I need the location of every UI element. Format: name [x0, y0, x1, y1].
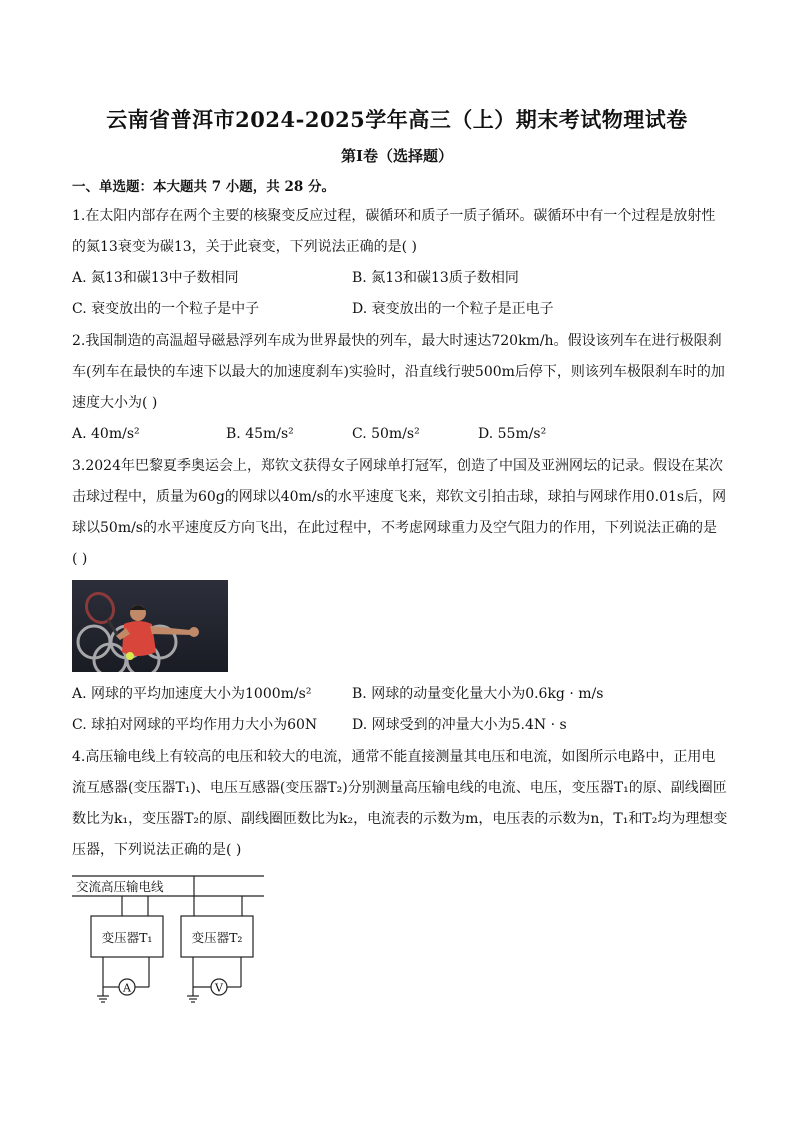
q4-stem-line3: 数比为k₁，变压器T₂的原、副线圈匝数比为k₂，电流表的示数为m，电压表的示数为n，T₁和T₂均为理想变 — [72, 811, 728, 827]
q2-option-b: B. 45m/s² — [226, 426, 294, 442]
q1-stem-line1: 1.在太阳内部存在两个主要的核聚变反应过程，碳循环和质子一质子循环。碳循环中有一个过程是放射性 — [72, 208, 716, 224]
q2-stem-line3: 速度大小为( ) — [72, 395, 158, 411]
q3-option-a: A. 网球的平均加速度大小为1000m/s² — [72, 686, 312, 702]
q1-option-a: A. 氮13和碳13中子数相同 — [72, 270, 239, 286]
q2-stem-line1: 2.我国制造的高温超导磁悬浮列车成为世界最快的列车，最大时速达720km/h。假设该列车在进行极限刹 — [72, 333, 722, 349]
q2-option-c: C. 50m/s² — [352, 426, 420, 442]
section-heading: 一、单选题：本大题共 7 小题，共 28 分。 — [72, 179, 335, 195]
q3-option-b: B. 网球的动量变化量大小为0.6kg · m/s — [352, 686, 604, 702]
q4-stem-line4: 压器，下列说法正确的是( ) — [72, 842, 242, 858]
q4-stem-line2: 流互感器(变压器T₁)、电压互感器(变压器T₂)分别测量高压输电线的电流、电压，变压器T₁的原、副线圈匝 — [72, 780, 727, 796]
transformer-circuit-diagram — [70, 872, 270, 1007]
q3-stem-line1: 3.2024年巴黎夏季奥运会上，郑钦文获得女子网球单打冠军，创造了中国及亚洲网坛的记录。假设在某次 — [72, 458, 723, 474]
voltmeter-label: V — [215, 981, 223, 995]
ammeter-label: A — [123, 981, 131, 995]
q4-stem-line1: 4.高压输电线上有较高的电压和较大的电流，通常不能直接测量其电压和电流，如图所示电路中，正用电 — [72, 749, 716, 765]
q2-option-d: D. 55m/s² — [478, 426, 547, 442]
transformer-t1-label: 变压器T₁ — [101, 930, 153, 945]
q3-option-c: C. 球拍对网球的平均作用力大小为60N — [72, 717, 318, 733]
exam-title: 云南省普洱市2024-2025学年高三（上）期末考试物理试卷 — [106, 107, 688, 132]
q2-stem-line2: 车(列车在最快的车速下以最大的加速度刹车)实验时，沿直线行驶500m后停下，则该列车极限刹车时的加 — [72, 364, 725, 380]
volume-heading: 第I卷（选择题） — [340, 147, 454, 165]
q3-stem-line4: ( ) — [72, 551, 88, 567]
q1-option-c: C. 衰变放出的一个粒子是中子 — [72, 301, 260, 317]
transformer-t2-label: 变压器T₂ — [191, 930, 243, 945]
line-label: 交流高压输电线 — [76, 879, 164, 894]
q2-option-a: A. 40m/s² — [72, 426, 140, 442]
q3-stem-line2: 击球过程中，质量为60g的网球以40m/s的水平速度飞来，郑钦文引拍击球，球拍与网球作用0.01s后，网 — [72, 489, 727, 505]
q1-stem-line2: 的氮13衰变为碳13，关于此衰变，下列说法正确的是( ) — [72, 239, 418, 255]
q3-stem-line3: 球以50m/s的水平速度反方向飞出，在此过程中，不考虑网球重力及空气阻力的作用，下列说法正确的是 — [72, 520, 717, 536]
q3-option-d: D. 网球受到的冲量大小为5.4N · s — [352, 717, 567, 733]
tennis-player-photo — [72, 580, 228, 672]
q1-option-d: D. 衰变放出的一个粒子是正电子 — [352, 301, 554, 317]
q1-option-b: B. 氮13和碳13质子数相同 — [352, 270, 519, 286]
